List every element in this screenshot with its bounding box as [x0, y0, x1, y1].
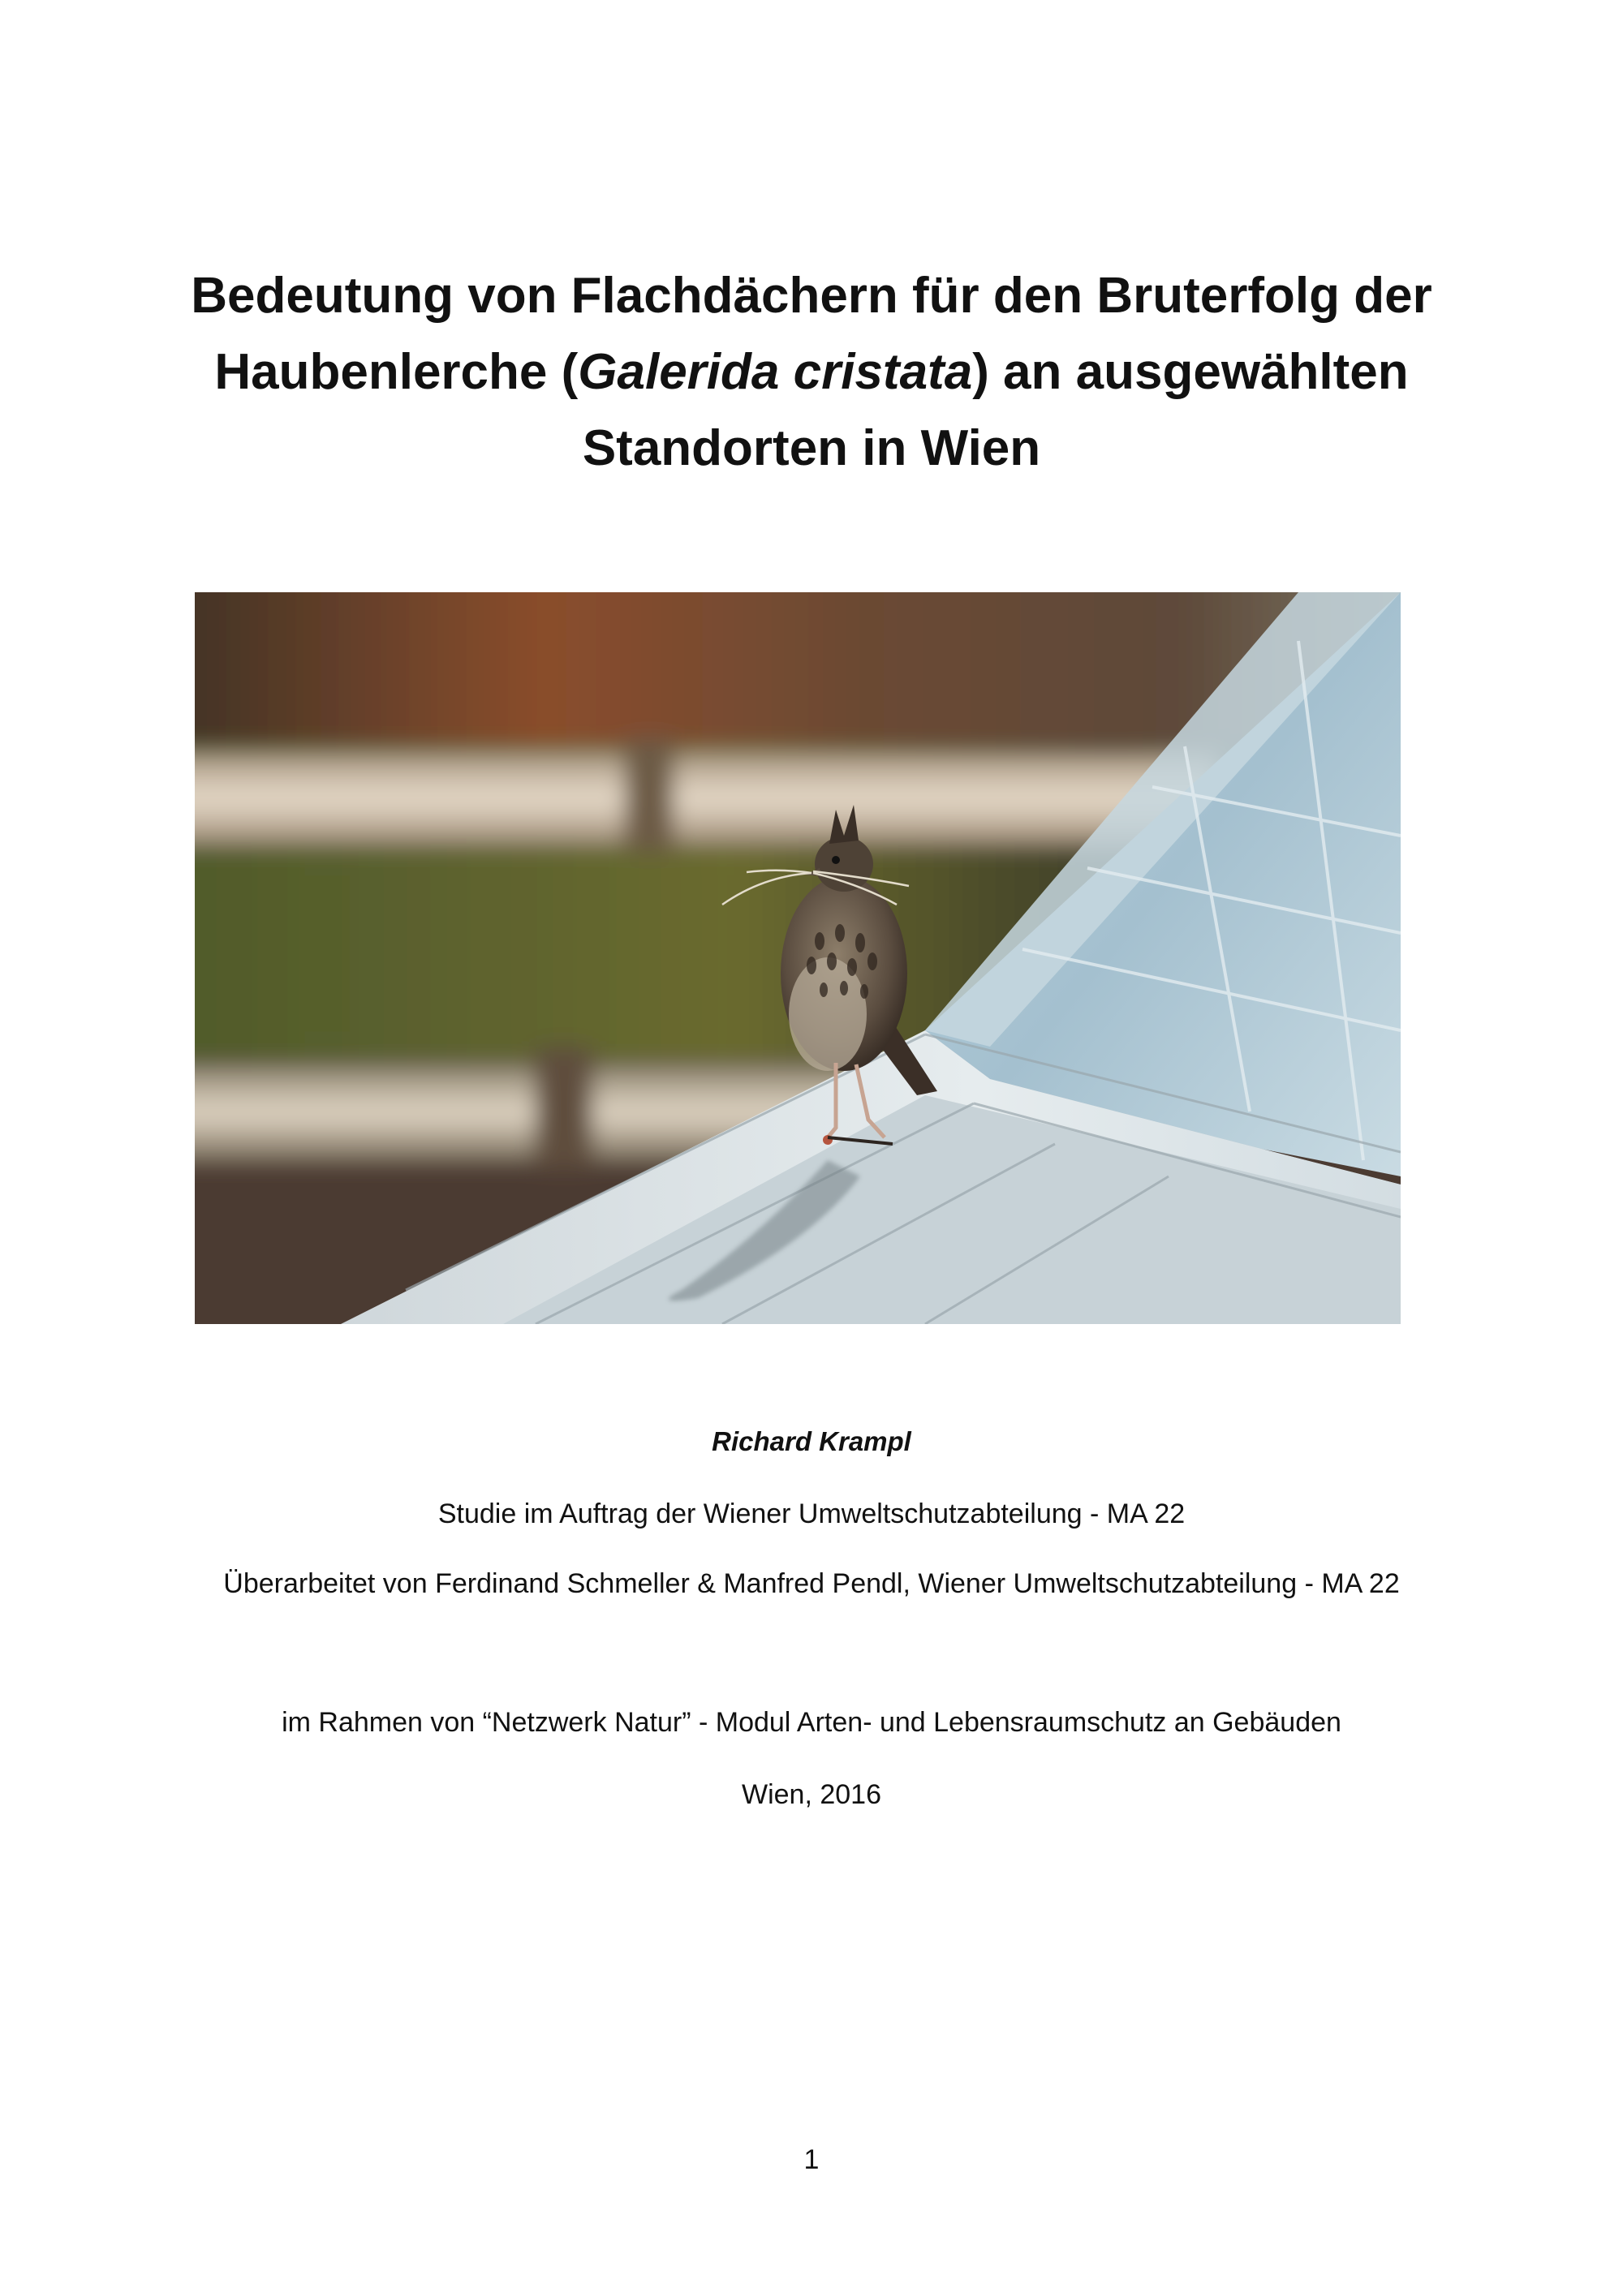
title-line-2-end: ) an ausgewählten	[972, 344, 1409, 400]
document-title	[162, 258, 1461, 487]
commission-line: Studie im Auftrag der Wiener Umweltschutzabteilung - MA 22	[437, 1498, 1186, 1529]
page-number: 1	[803, 2144, 820, 2175]
title-line-2-start: Haubenlerche (	[214, 344, 579, 400]
revised-by-line: Überarbeitet von Ferdinand Schmeller & Manfred Pendl, Wiener Umweltschutzabteilung - MA 22	[223, 1568, 1400, 1599]
species-name: Galerida cristata	[578, 344, 973, 400]
cover-photo	[195, 592, 1401, 1324]
author-name: Richard Krampl	[712, 1426, 911, 1456]
place-year: Wien, 2016	[742, 1779, 881, 1810]
title-line-1: Bedeutung von Flachdächern für den Bruterfolg der	[191, 268, 1432, 324]
framework-line: im Rahmen von “Netzwerk Natur” - Modul Arten- und Lebensraumschutz an Gebäuden	[282, 1707, 1341, 1738]
title-line-2	[162, 334, 1461, 411]
title-line-3: Standorten in Wien	[582, 420, 1041, 476]
crested-lark-photo	[195, 592, 1401, 1324]
